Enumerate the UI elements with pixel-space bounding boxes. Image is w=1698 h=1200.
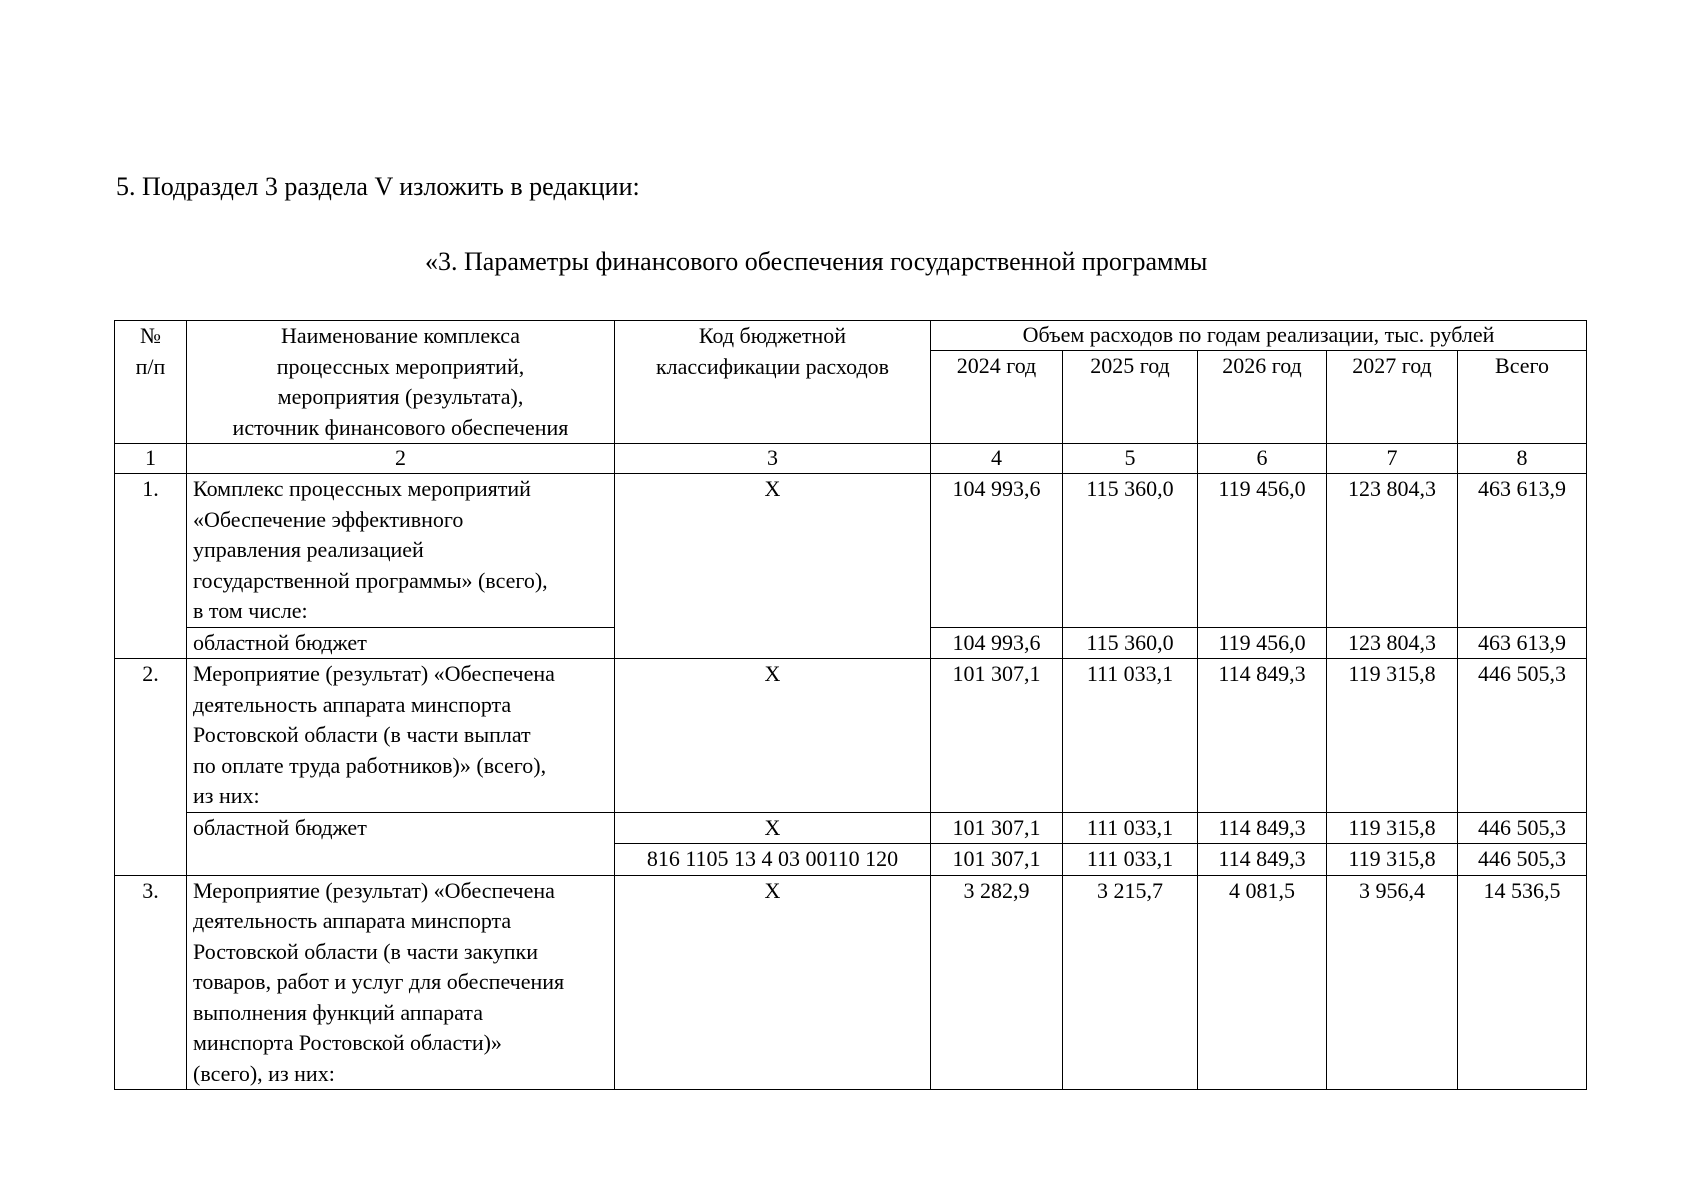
value-total: 463 613,9 [1458, 627, 1587, 659]
value-2024: 3 282,9 [931, 875, 1063, 1090]
value-2027: 119 315,8 [1327, 659, 1458, 813]
value-2026: 4 081,5 [1198, 875, 1327, 1090]
value-2024: 101 307,1 [931, 659, 1063, 813]
header-year-2026: 2026 год [1198, 351, 1327, 444]
intro-paragraph: 5. Подраздел 3 раздела V изложить в редакции: [116, 172, 640, 201]
value-2027: 119 315,8 [1327, 812, 1458, 844]
header-name: Наименование комплекса процессных мероприятий, мероприятия (результата), источник финансового обеспечения [187, 321, 615, 444]
value-2025: 115 360,0 [1063, 627, 1198, 659]
value-total: 446 505,3 [1458, 844, 1587, 876]
row-code: Х [615, 474, 931, 659]
value-2027: 123 804,3 [1327, 474, 1458, 628]
value-total: 446 505,3 [1458, 812, 1587, 844]
header-year-2024: 2024 год [931, 351, 1063, 444]
table-subrow [115, 812, 1587, 844]
row-number: 2. [115, 659, 187, 876]
header-year-2025: 2025 год [1063, 351, 1198, 444]
value-2024: 104 993,6 [931, 627, 1063, 659]
value-2025: 111 033,1 [1063, 844, 1198, 876]
value-2025: 111 033,1 [1063, 659, 1198, 813]
row-name: Комплекс процессных мероприятий «Обеспечение эффективного управления реализацией государственной программы» (всего), в том числе: [187, 474, 615, 628]
source-name: областной бюджет [187, 812, 615, 875]
header-row [115, 321, 1587, 351]
header-total: Всего [1458, 351, 1587, 444]
budget-code: 816 1105 13 4 03 00110 120 [615, 844, 931, 876]
row-name: Мероприятие (результат) «Обеспечена деятельность аппарата минспорта Ростовской области (в части закупки товаров, работ и услуг для обеспечения выполнения функций аппарата минспорта Ростовской области)» (всего), из них: [187, 875, 615, 1090]
value-2026: 114 849,3 [1198, 659, 1327, 813]
column-number: 6 [1198, 444, 1327, 474]
value-total: 14 536,5 [1458, 875, 1587, 1090]
header-code: Код бюджетной классификации расходов [615, 321, 931, 444]
table-row [115, 659, 1587, 813]
value-total: 446 505,3 [1458, 659, 1587, 813]
value-2025: 115 360,0 [1063, 474, 1198, 628]
value-2026: 114 849,3 [1198, 844, 1327, 876]
column-number: 3 [615, 444, 931, 474]
value-2024: 104 993,6 [931, 474, 1063, 628]
value-2026: 114 849,3 [1198, 812, 1327, 844]
value-2026: 119 456,0 [1198, 474, 1327, 628]
header-num: № п/п [115, 321, 187, 444]
value-2024: 101 307,1 [931, 844, 1063, 876]
column-number: 4 [931, 444, 1063, 474]
value-total: 463 613,9 [1458, 474, 1587, 628]
value-2027: 119 315,8 [1327, 844, 1458, 876]
header-volume: Объем расходов по годам реализации, тыс. рублей [931, 321, 1587, 351]
value-2026: 119 456,0 [1198, 627, 1327, 659]
row-code: Х [615, 812, 931, 844]
value-2025: 111 033,1 [1063, 812, 1198, 844]
column-number: 1 [115, 444, 187, 474]
column-number: 8 [1458, 444, 1587, 474]
row-name: Мероприятие (результат) «Обеспечена деятельность аппарата минспорта Ростовской области (в части выплат по оплате труда работников)» (всего), из них: [187, 659, 615, 813]
column-numbers-row [115, 444, 1587, 474]
value-2025: 3 215,7 [1063, 875, 1198, 1090]
table-row [115, 875, 1587, 1090]
row-number: 3. [115, 875, 187, 1090]
header-year-2027: 2027 год [1327, 351, 1458, 444]
row-number: 1. [115, 474, 187, 659]
value-2024: 101 307,1 [931, 812, 1063, 844]
column-number: 2 [187, 444, 615, 474]
value-2027: 3 956,4 [1327, 875, 1458, 1090]
budget-table [114, 320, 1587, 1090]
section-title-text: «3. Параметры финансового обеспечения государственной программы [425, 247, 1208, 276]
column-number: 5 [1063, 444, 1198, 474]
column-number: 7 [1327, 444, 1458, 474]
row-code: Х [615, 875, 931, 1090]
value-2027: 123 804,3 [1327, 627, 1458, 659]
row-code: Х [615, 659, 931, 813]
source-name: областной бюджет [187, 627, 615, 659]
table-row [115, 474, 1587, 628]
